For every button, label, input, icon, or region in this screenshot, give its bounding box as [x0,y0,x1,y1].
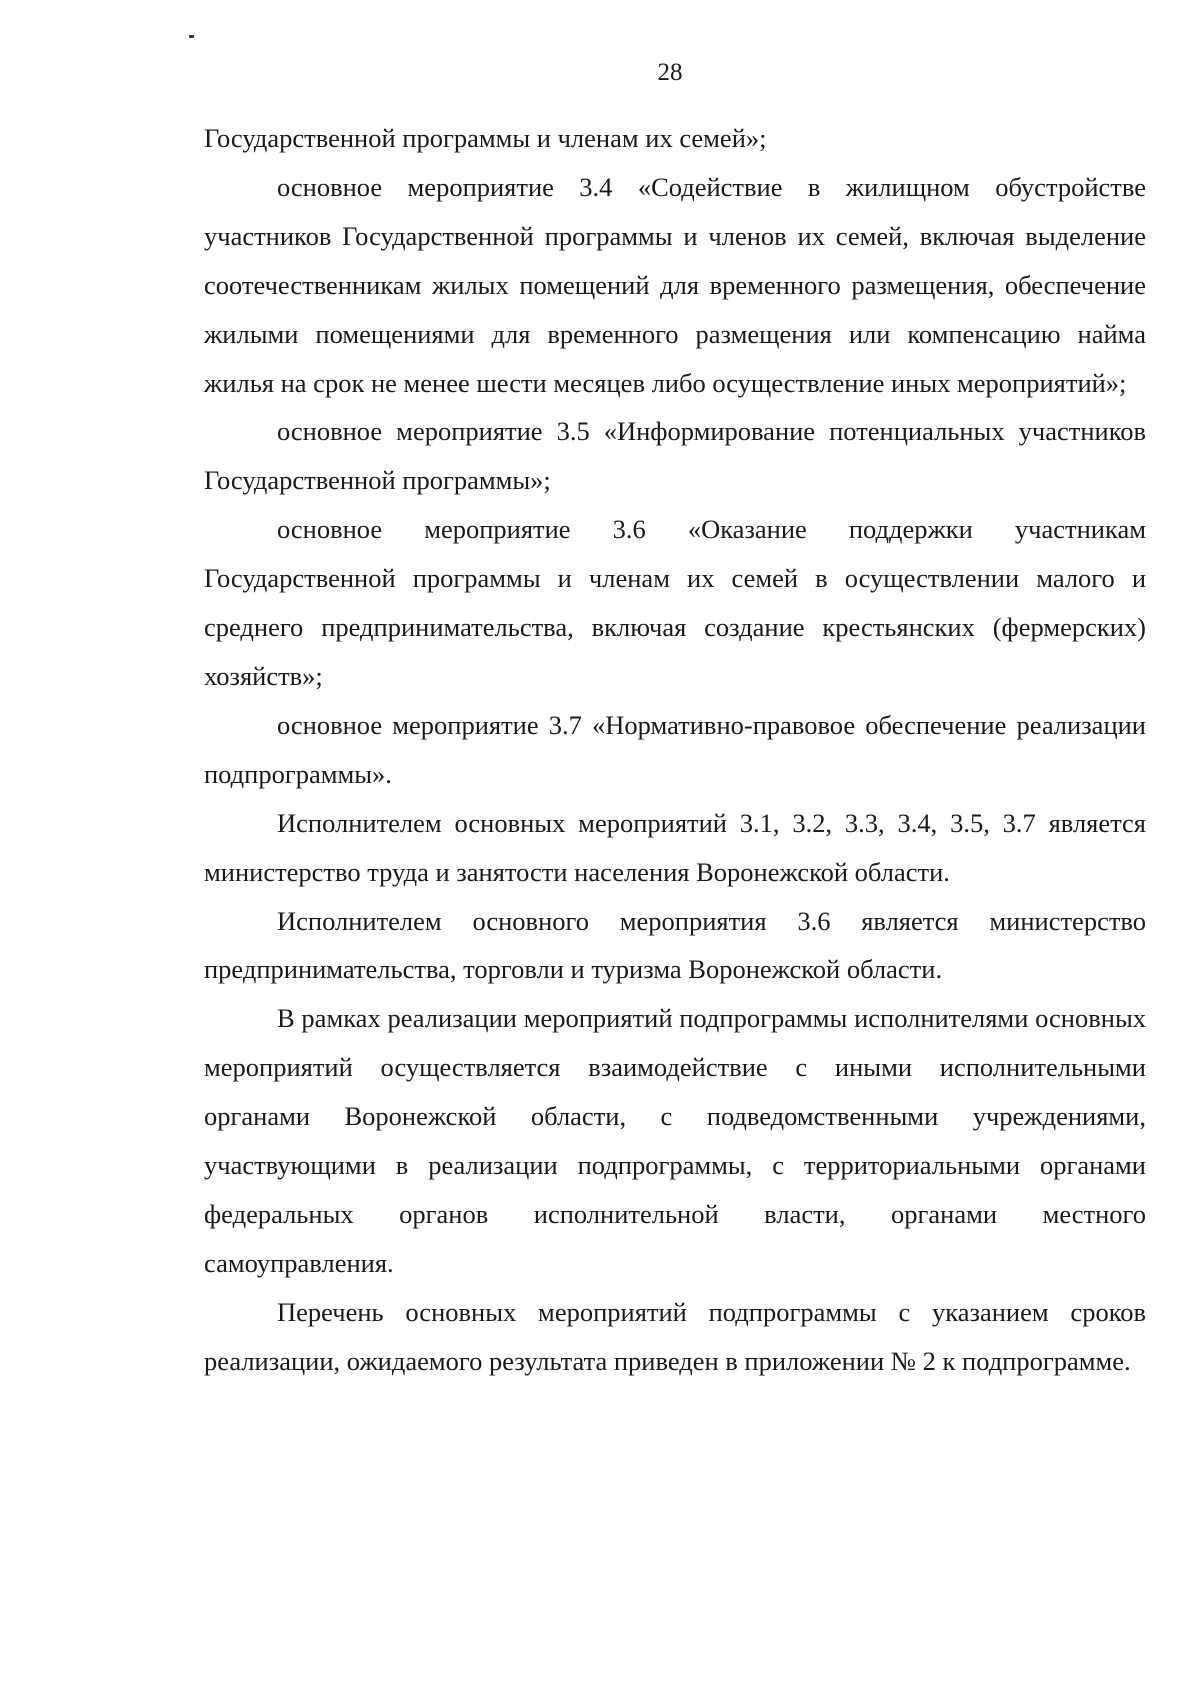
paragraph-executor-labor-ministry: Исполнителем основных мероприятий 3.1, 3.2, 3.3, 3.4, 3.5, 3.7 является министерство труда и занятости населения Воронежской области. [204,807,1146,887]
page-number: 28 [657,59,683,86]
paragraph-interaction: В рамках реализации мероприятий подпрограммы исполнителями основных мероприятий осуществляется взаимодействие с иными исполнительными органами Воронежской области, с подведомственными учреждениями, участвующими в реализации подпрограммы, с территориальными органами федеральных органов исполнительной власти, органами местного самоуправления. [204,1003,1146,1278]
scan-artifact-mark [189,35,194,38]
paragraph-continuation: Государственной программы и членам их семей»; [204,123,767,153]
paragraph-measure-3-4: основное мероприятие 3.4 «Содействие в жилищном обустройстве участников Государственной программы и членов их семей, включая выделение соотечественникам жилых помещений для временного размещения, обеспечение жилыми помещениями для временного размещения или компенсацию найма жилья на срок не менее шести месяцев либо осуществление иных мероприятий»; [204,171,1146,398]
paragraph-measure-3-7: основное мероприятие 3.7 «Нормативно-правовое обеспечение реализации подпрограммы». [204,709,1146,789]
paragraph-measure-3-5: основное мероприятие 3.5 «Информирование потенциальных участников Государственной программы»; [204,416,1146,496]
paragraph-measure-3-6: основное мероприятие 3.6 «Оказание поддержки участникам Государственной программы и членам их семей в осуществлении малого и среднего предпринимательства, включая создание крестьянских (фермерских) хозяйств»; [204,514,1146,691]
paragraph-list-reference: Перечень основных мероприятий подпрограммы с указанием сроков реализации, ожидаемого результата приведен в приложении № 2 к подпрограмме. [204,1296,1146,1376]
paragraph-executor-business-ministry: Исполнителем основного мероприятия 3.6 является министерство предпринимательства, торговли и туризма Воронежской области. [204,905,1146,985]
document-body [204,114,1146,1386]
